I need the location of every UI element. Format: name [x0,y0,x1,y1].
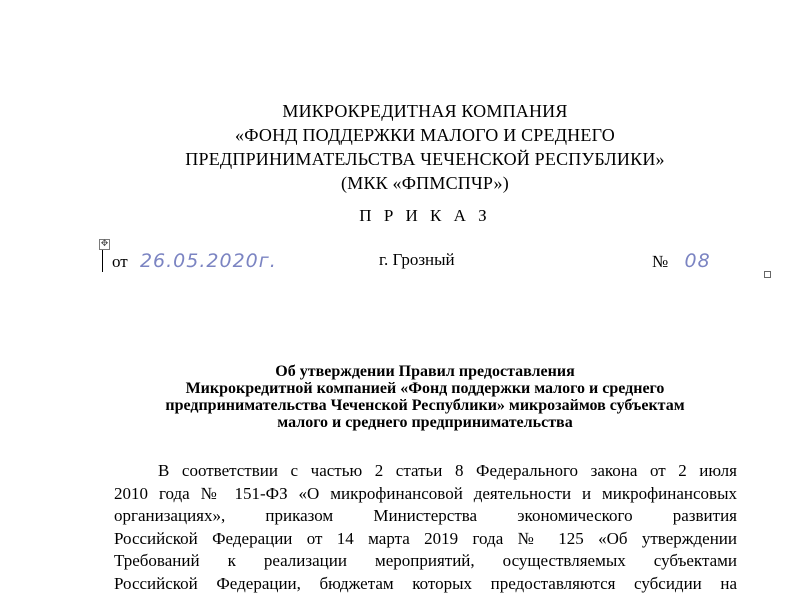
table-resize-icon[interactable] [764,271,771,278]
body-line: организациях», приказом Министерства экономического развития [114,505,737,528]
body-line: Требований к реализации мероприятий, осуществляемых субъектами [114,550,737,573]
organization-header [100,99,750,195]
document-title [100,363,750,431]
title-line: предпринимательства Чеченской Республики» микрозаймов субъектам [100,397,750,414]
org-line: «ФОНД ПОДДЕРЖКИ МАЛОГО И СРЕДНЕГО [100,123,750,147]
body-paragraph [114,460,737,595]
order-title: П Р И К А З [100,206,750,226]
org-line: ПРЕДПРИНИМАТЕЛЬСТВА ЧЕЧЕНСКОЙ РЕСПУБЛИКИ» [100,147,750,171]
number-prefix: № [652,252,668,271]
date-prefix: от [112,252,128,271]
body-line: Российской Федерации, бюджетам которых предоставляются субсидии на [114,573,737,595]
org-line: МИКРОКРЕДИТНАЯ КОМПАНИЯ [100,99,750,123]
text-cursor [102,250,103,272]
table-move-icon[interactable]: ✥ [99,239,110,250]
body-line: В соответствии с частью 2 статьи 8 Федерального закона от 2 июля [114,460,737,483]
number-field [652,250,711,276]
title-line: Об утверждении Правил предоставления [100,363,750,380]
city-field: г. Грозный [379,250,455,276]
body-line: 2010 года № 151-ФЗ «О микрофинансовой деятельности и микрофинансовых [114,483,737,506]
title-line: Микрокредитной компанией «Фонд поддержки малого и среднего [100,380,750,397]
date-field [112,250,277,276]
handwritten-number: 08 [684,250,710,272]
title-line: малого и среднего предпринимательства [100,414,750,431]
handwritten-date: 26.05.2020г. [140,250,277,272]
org-line: (МКК «ФПМСПЧР») [100,171,750,195]
body-line: Российской Федерации от 14 марта 2019 года № 125 «Об утверждении [114,528,737,551]
